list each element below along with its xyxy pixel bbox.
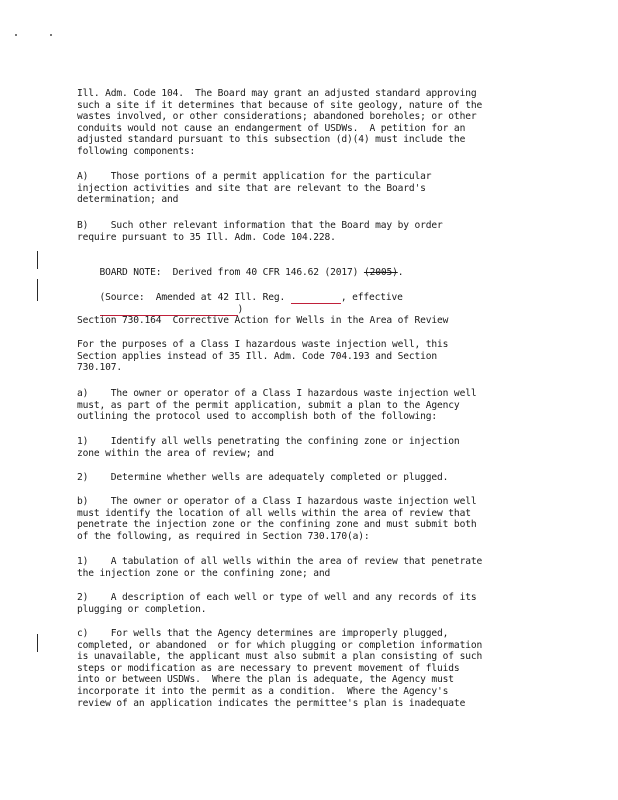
paragraph-item-a	[77, 171, 547, 206]
paragraph-b-1	[77, 556, 547, 579]
text-line: Ill. Adm. Code 104. The Board may grant an adjusted standard approving	[77, 88, 477, 99]
source-effective: , effective	[340, 291, 403, 303]
revision-bar	[37, 279, 38, 301]
text-line: B) Such other relevant information that the Board may by order	[77, 220, 443, 231]
source-text: (Source: Amended at 42 Ill. Reg.	[99, 291, 291, 303]
text-line: require pursuant to 35 Ill. Adm. Code 104.228.	[77, 231, 336, 243]
text-line: 1) Identify all wells penetrating the confining zone or injection	[77, 436, 460, 447]
text-line: For the purposes of a Class I hazardous waste injection well, this	[77, 339, 449, 350]
scan-speck	[50, 34, 52, 36]
text-line: must identify the location of all wells within the area of review that	[77, 507, 471, 519]
text-line: the injection zone or the confining zone; and	[77, 567, 331, 579]
paragraph-a-1	[77, 436, 547, 459]
text-line: zone within the area of review; and	[77, 447, 274, 459]
paragraph-item-b	[77, 220, 547, 243]
paragraph-subsection-a	[77, 388, 547, 423]
text-line: such a site if it determines that because of site geology, nature of the	[77, 99, 483, 111]
text-line: injection activities and site that are relevant to the Board's	[77, 182, 426, 194]
text-line: following components:	[77, 145, 196, 157]
text-line: 730.107.	[77, 362, 123, 374]
board-note-text: BOARD NOTE: Derived from 40 CFR 146.62 (2017)	[99, 266, 364, 278]
text-line: conduits would not cause an endangerment of USDWs. A petition for an	[77, 122, 466, 134]
paragraph-subsection-b	[77, 496, 547, 542]
text-line: must, as part of the permit application, submit a plan to the Agency	[77, 399, 460, 411]
text-line: adjusted standard pursuant to this subsection (d)(4) must include the	[77, 134, 466, 146]
text-line: 2) Determine whether wells are adequately completed or plugged.	[77, 472, 449, 483]
text-line: plugging or completion.	[77, 603, 207, 615]
text-line: a) The owner or operator of a Class I hazardous waste injection well	[77, 388, 477, 399]
text-line: determination; and	[77, 194, 179, 206]
paragraph-a-2	[77, 472, 547, 484]
board-note-struck-year: (2005)	[363, 266, 398, 278]
scan-speck	[15, 34, 17, 36]
text-line: of the following, as required in Section 730.170(a):	[77, 530, 370, 542]
text-line: review of an application indicates the permittee's plan is inadequate	[77, 697, 466, 709]
revision-bar	[37, 251, 38, 269]
text-line: 1) A tabulation of all wells within the area of review that penetrate	[77, 556, 483, 567]
text-line: Section applies instead of 35 Ill. Adm. Code 704.193 and Section	[77, 350, 438, 362]
paragraph-subsection-c	[77, 628, 547, 709]
section-heading: Section 730.164 Corrective Action for Wells in the Area of Review	[77, 315, 449, 326]
text-line: 2) A description of each well or type of well and any records of its	[77, 592, 477, 603]
paragraph-b-2	[77, 592, 547, 615]
text-line: completed, or abandoned or for which plugging or completion information	[77, 639, 483, 651]
revision-bar	[37, 634, 38, 652]
text-line: into or between USDWs. Where the plan is adequate, the Agency must	[77, 674, 454, 686]
text-line: b) The owner or operator of a Class I hazardous waste injection well	[77, 496, 477, 507]
text-line: is unavailable, the applicant must also submit a plan consisting of such	[77, 651, 483, 663]
text-line: wastes involved, or other considerations; abandoned boreholes; or other	[77, 111, 477, 123]
text-line: penetrate the injection zone or the confining zone and must submit both	[77, 519, 477, 531]
text-line: outlining the protocol used to accomplish both of the following:	[77, 411, 438, 423]
text-line: incorporate it into the permit as a condition. Where the Agency's	[77, 685, 449, 697]
paragraph-purposes	[77, 339, 547, 374]
paragraph-adjusted-standard	[77, 88, 547, 158]
text-line: A) Those portions of a permit application for the particular	[77, 171, 432, 182]
board-note-period: .	[397, 266, 404, 278]
text-line: steps or modification as are necessary to prevent movement of fluids	[77, 662, 460, 674]
text-line: c) For wells that the Agency determines are improperly plugged,	[77, 628, 449, 639]
source-close-paren: )	[237, 303, 244, 315]
